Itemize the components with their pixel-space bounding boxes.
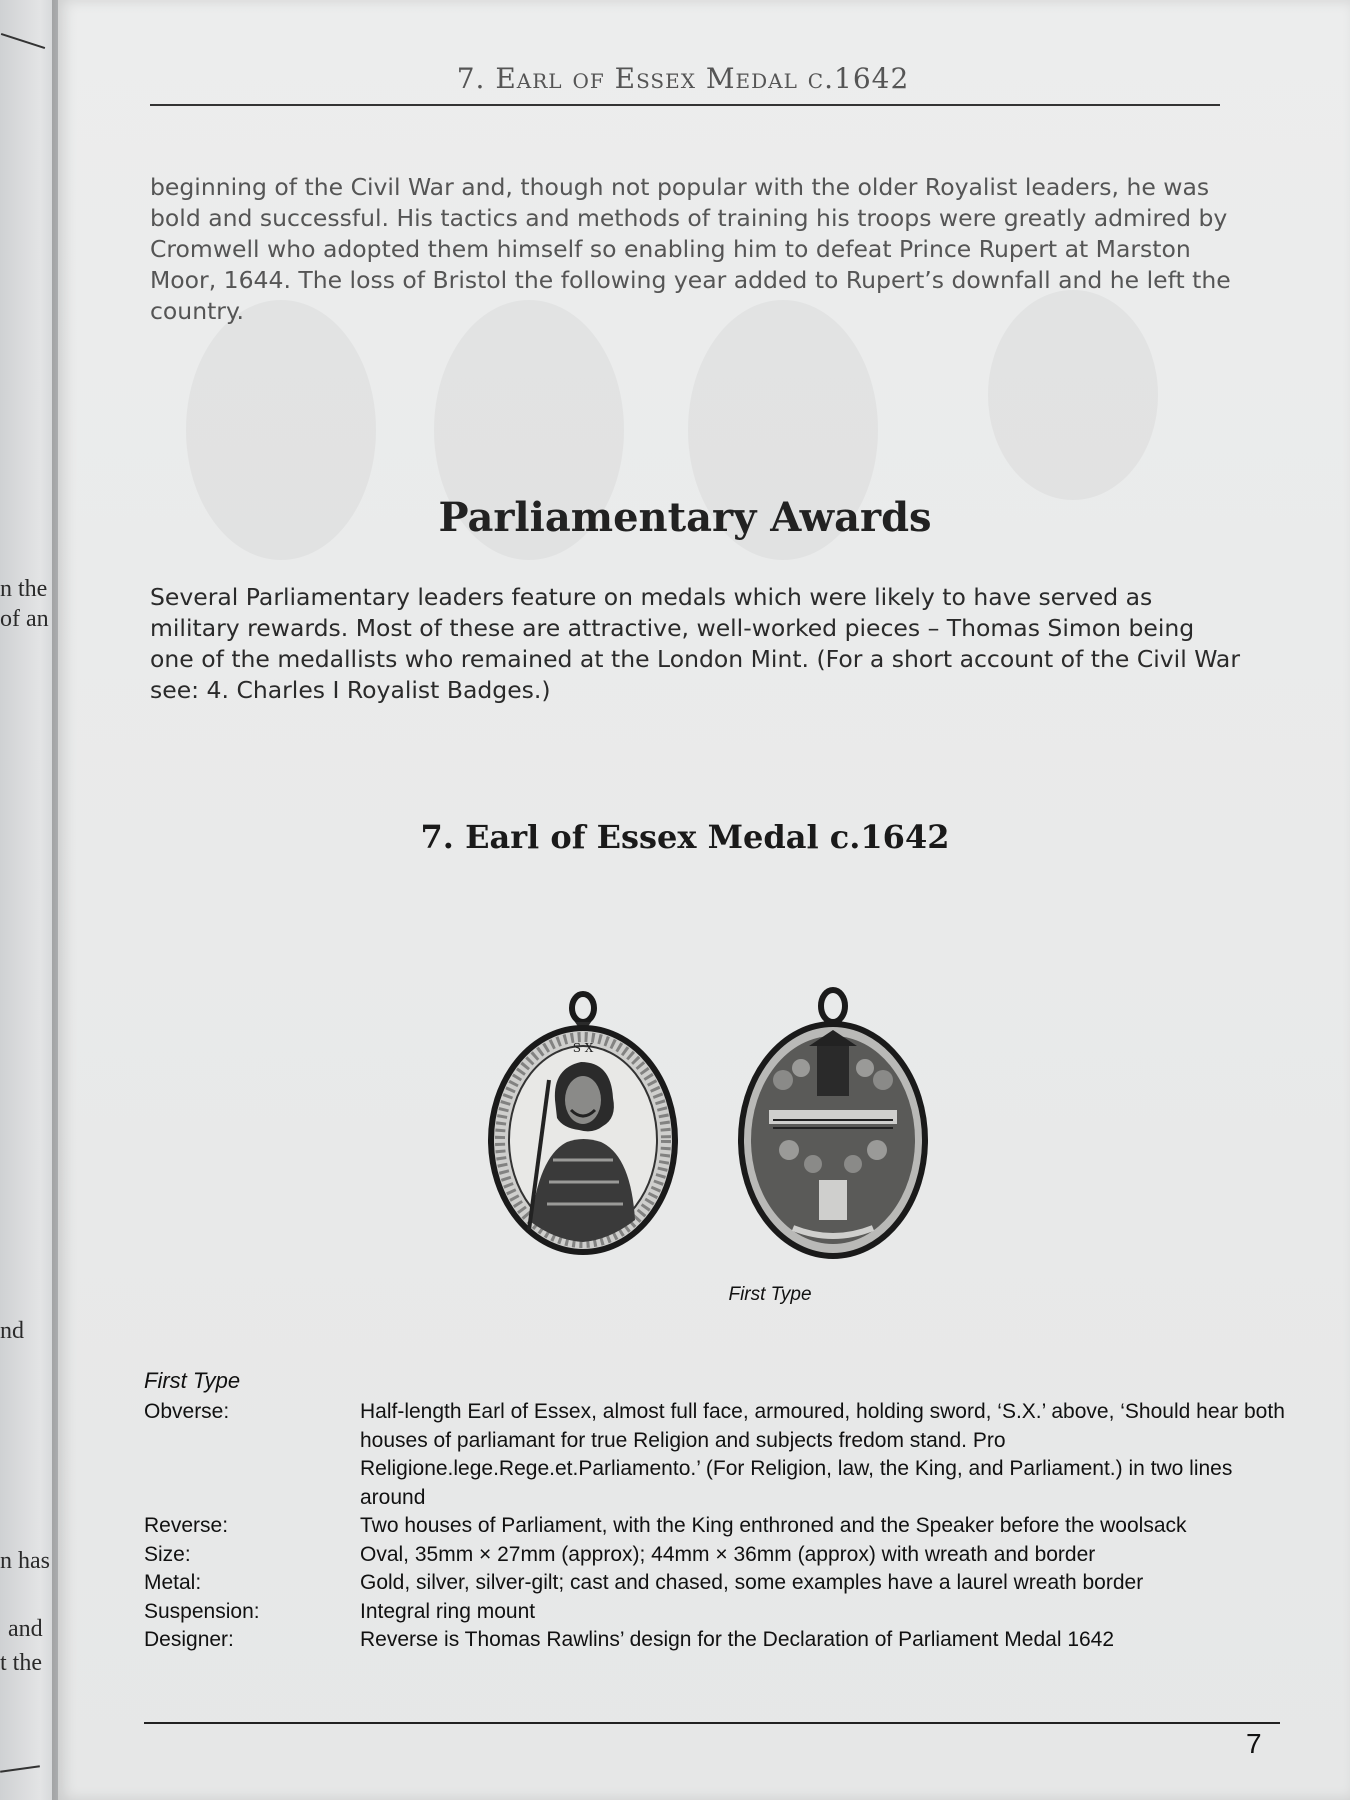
spec-row-designer [144, 1626, 1294, 1655]
spec-value: Oval, 35mm × 27mm (approx); 44mm × 36mm (approx) with wreath and border [360, 1542, 1096, 1566]
spec-label: Obverse: [144, 1400, 230, 1423]
svg-text:S X: S X [572, 1041, 594, 1055]
left-page-fragment: t the [0, 1650, 42, 1676]
medal-illustration [483, 950, 993, 1270]
left-page-rule [0, 1765, 40, 1773]
section-paragraph: Several Parliamentary leaders feature on medals which were likely to have served as military rewards. Most of these are attractive, well-worked pieces – Thomas Simon being one of the medallists who remained at the London Mint. (For a short account of the Civil War see: 4. Charles I Royalist Badges.) [150, 583, 1240, 704]
left-facing-page [0, 0, 58, 1800]
medal-reverse-parliament-icon [741, 990, 925, 1256]
left-page-fragment: nd [0, 1318, 24, 1344]
spec-label: Suspension: [144, 1599, 260, 1623]
left-page-fragment: n the [0, 576, 48, 602]
footer-rule [144, 1722, 1280, 1724]
spec-row-obverse [144, 1398, 1294, 1512]
book-page [58, 0, 1350, 1800]
spec-label: Size: [144, 1542, 191, 1566]
intro-paragraph: beginning of the Civil War and, though not popular with the older Royalist leaders, he was bold and successful. His tactics and methods of training his troops were greatly admired by Cromwell who adopted them himself so enabling him to defeat Prince Rupert at Marston Moor, 1644. The loss of Bristol the following year added to Rupert’s downfall and he left the country. [150, 173, 1231, 325]
medal-obverse-portrait-icon [491, 994, 675, 1252]
figure-caption: First Type [728, 1284, 812, 1305]
running-head: 7. Earl of Essex Medal c.1642 [456, 62, 910, 95]
page-number: 7 [1246, 1728, 1262, 1759]
left-page-fragment: n has [0, 1548, 50, 1574]
left-page-fragment: of an [0, 606, 49, 632]
spec-row-reverse [144, 1512, 1294, 1541]
spec-value: Two houses of Parliament, with the King enthroned and the Speaker before the woolsack [360, 1514, 1187, 1537]
medal-heading: 7. Earl of Essex Medal c.1642 [420, 818, 950, 856]
spec-value: Half-length Earl of Essex, almost full face, armoured, holding sword, ‘S.X.’ above, ‘Should hear both houses of parliamant for true Religion and subjects fredom stand. Pro Religione.lege.Rege.et.Parliamento.’ (For Religion, law, the King, and Parliament.) in two lines around [360, 1400, 1285, 1509]
left-page-fragment: and [8, 1616, 43, 1642]
spec-row-size [144, 1541, 1294, 1570]
spec-value: Integral ring mount [360, 1599, 536, 1623]
spec-label: Metal: [144, 1571, 202, 1594]
left-page-rule [1, 33, 45, 49]
spec-value: Reverse is Thomas Rawlins’ design for the Declaration of Parliament Medal 1642 [360, 1628, 1115, 1651]
spec-row-suspension [144, 1598, 1294, 1627]
spec-label: Designer: [144, 1628, 234, 1651]
medal-specification [144, 1366, 1294, 1655]
spec-label: Reverse: [144, 1514, 229, 1537]
spec-type-title: First Type [144, 1368, 241, 1393]
header-rule [150, 104, 1220, 106]
spec-row-metal [144, 1569, 1294, 1598]
spec-value: Gold, silver, silver-gilt; cast and chased, some examples have a laurel wreath border [360, 1571, 1144, 1594]
section-heading: Parliamentary Awards [438, 494, 932, 541]
